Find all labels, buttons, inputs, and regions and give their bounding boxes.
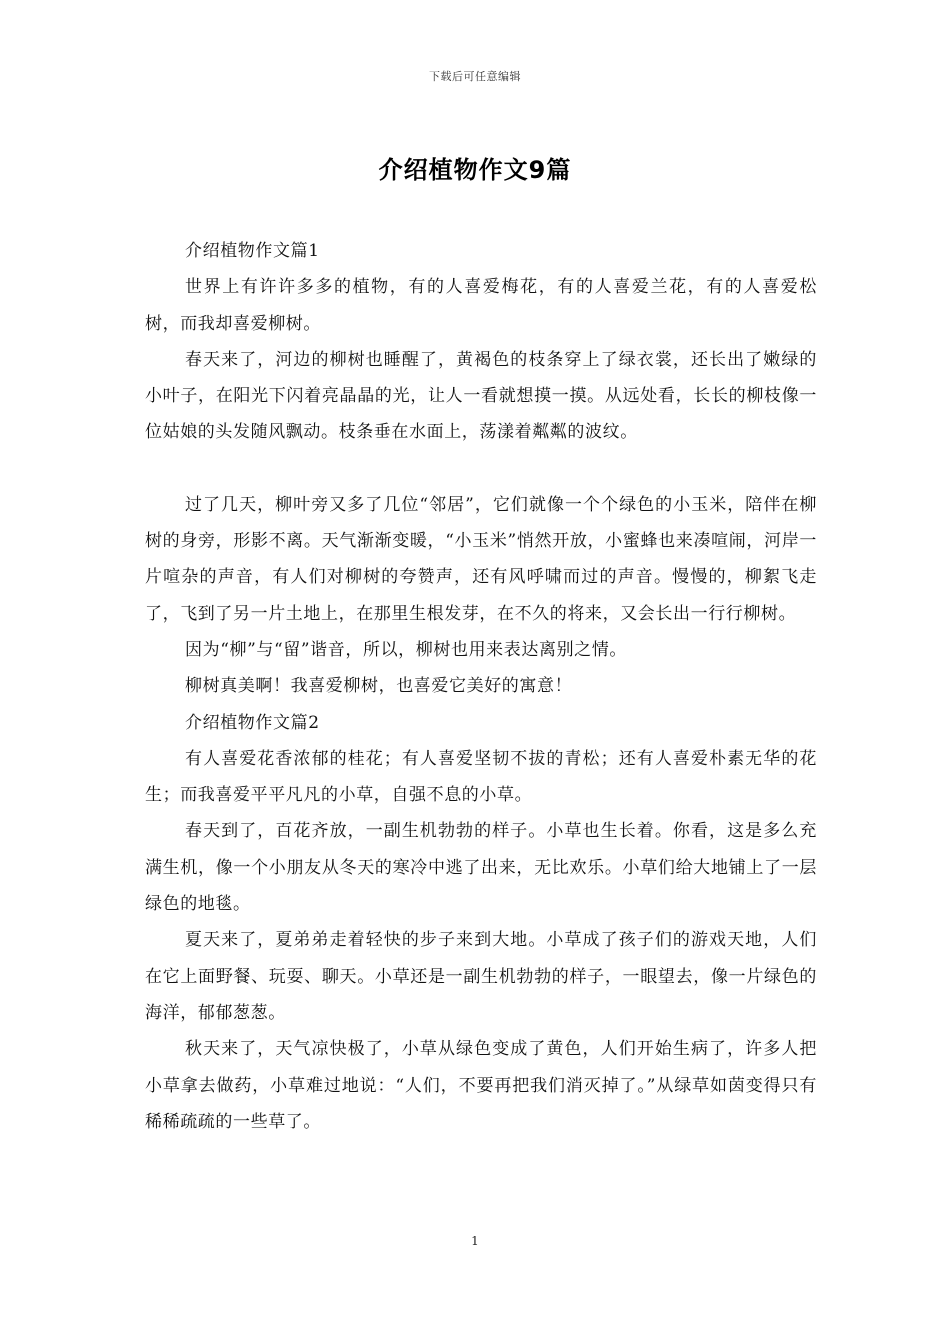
page-number: 1 (471, 1234, 479, 1248)
section-heading-1: 介绍植物作文篇1 (185, 241, 320, 261)
paragraph: 柳树真美啊！我喜爱柳树，也喜爱它美好的寓意！ (185, 676, 573, 697)
paragraph: 春天到了，百花齐放，一副生机勃勃的样子。小草也生长着。你看，这是多么充满生机，像一个小朋友从冬天的寒冷中逃了出来，无比欢乐。小草们给大地铺上了一层绿色的地毯。 (145, 821, 817, 915)
header-note: 下载后可任意编辑 (429, 70, 521, 83)
paragraph: 秋天来了，天气凉快极了，小草从绿色变成了黄色，人们开始生病了，许多人把小草拿去做药，小草难过地说：“人们，不要再把我们消灭掉了。”从绿草如茵变得只有稀稀疏疏的一些草了。 (145, 1039, 817, 1132)
paragraph: 世界上有许许多多的植物，有的人喜爱梅花，有的人喜爱兰花，有的人喜爱松树，而我却喜爱柳树。 (145, 277, 817, 334)
paragraph: 过了几天，柳叶旁又多了几位“邻居”，它们就像一个个绿色的小玉米，陪伴在柳树的身旁，形影不离。天气渐渐变暖，“小玉米”悄然开放，小蜜蜂也来凑喧闹，河岸一片喧杂的声音，有人们对柳树的夸赞声，还有风呼啸而过的声音。慢慢的，柳絮飞走了，飞到了另一片土地上，在那里生根发芽，在不久的将来，又会长出一行行柳树。 (145, 494, 817, 624)
paragraph: 有人喜爱花香浓郁的桂花；有人喜爱坚韧不拔的青松；还有人喜爱朴素无华的花生；而我喜爱平平凡凡的小草，自强不息的小草。 (145, 748, 817, 806)
section-heading-2: 介绍植物作文篇2 (185, 712, 320, 733)
paragraph: 春天来了，河边的柳树也睡醒了，黄褐色的枝条穿上了绿衣裳，还长出了嫩绿的小叶子，在阳光下闪着亮晶晶的光，让人一看就想摸一摸。从远处看，长长的柳枝像一位姑娘的头发随风飘动。枝条垂在水面上，荡漾着粼粼的波纹。 (145, 349, 817, 443)
paragraph: 夏天来了，夏弟弟走着轻快的步子来到大地。小草成了孩子们的游戏天地，人们在它上面野餐、玩耍、聊天。小草还是一副生机勃勃的样子，一眼望去，像一片绿色的海洋，郁郁葱葱。 (145, 930, 817, 1023)
document-body (145, 233, 817, 1140)
document-title: 介绍植物作文9篇 (378, 156, 572, 184)
paragraph: 因为“柳”与“留”谐音，所以，柳树也用来表达离别之情。 (185, 639, 627, 660)
